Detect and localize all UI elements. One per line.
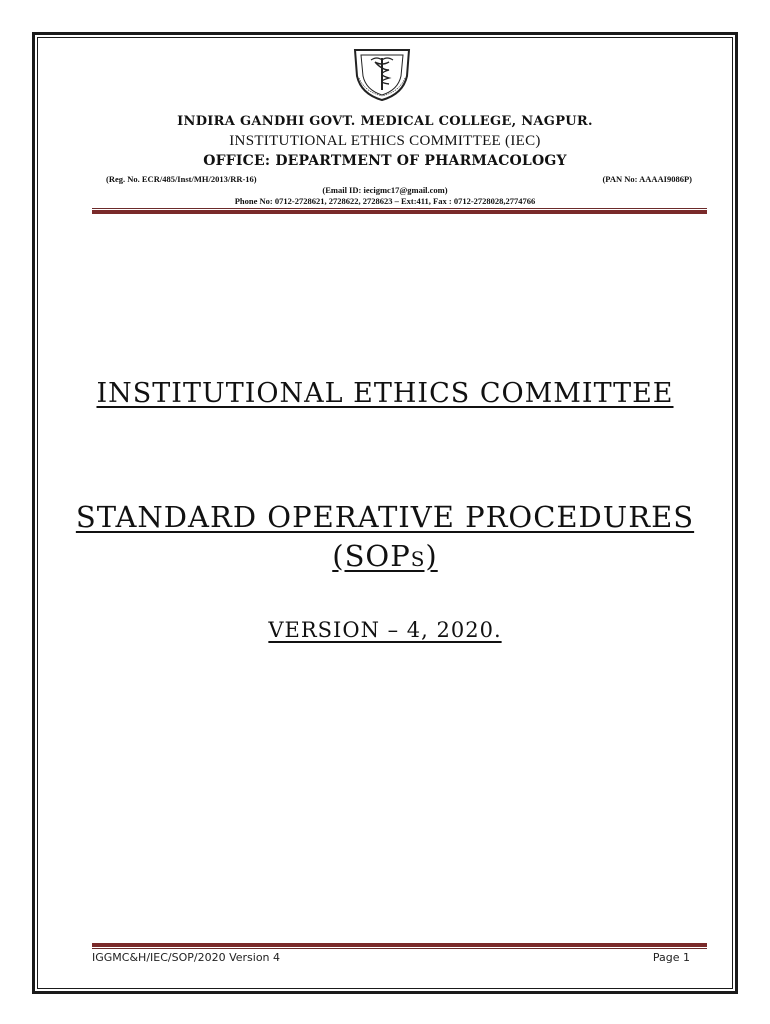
college-name: INDIRA GANDHI GOVT. MEDICAL COLLEGE, NAGPUR. [177, 114, 593, 129]
college-emblem-icon [345, 46, 419, 102]
document-subtitle-line1: STANDARD OPERATIVE PROCEDURES [75, 500, 695, 534]
document-subtitle-line2: (SOPs) [332, 539, 438, 573]
footer-divider-thick [92, 943, 707, 947]
registration-number: (Reg. No. ECR/485/Inst/MH/2013/RR-16) [106, 174, 257, 184]
document-version: VERSION – 4, 2020. [268, 618, 502, 642]
email-address: (Email ID: iecigmc17@gmail.com) [322, 185, 448, 195]
footer-page-number: Page 1 [652, 951, 690, 964]
committee-name: INSTITUTIONAL ETHICS COMMITTEE (IEC) [229, 133, 541, 149]
footer-document-id: IGGMC&H/IEC/SOP/2020 Version 4 [92, 951, 281, 964]
office-name: OFFICE: DEPARTMENT OF PHARMACOLOGY [203, 153, 567, 169]
header-divider-thick [92, 210, 707, 214]
pan-number: (PAN No: AAAAI9086P) [602, 174, 692, 184]
phone-numbers: Phone No: 0712-2728621, 2728622, 2728623 – Ext:411, Fax : 0712-2728028,2774766 [234, 196, 536, 206]
header-divider-thin [92, 208, 707, 209]
document-title: INSTITUTIONAL ETHICS COMMITTEE [96, 378, 674, 409]
footer-divider-thin [92, 948, 707, 949]
